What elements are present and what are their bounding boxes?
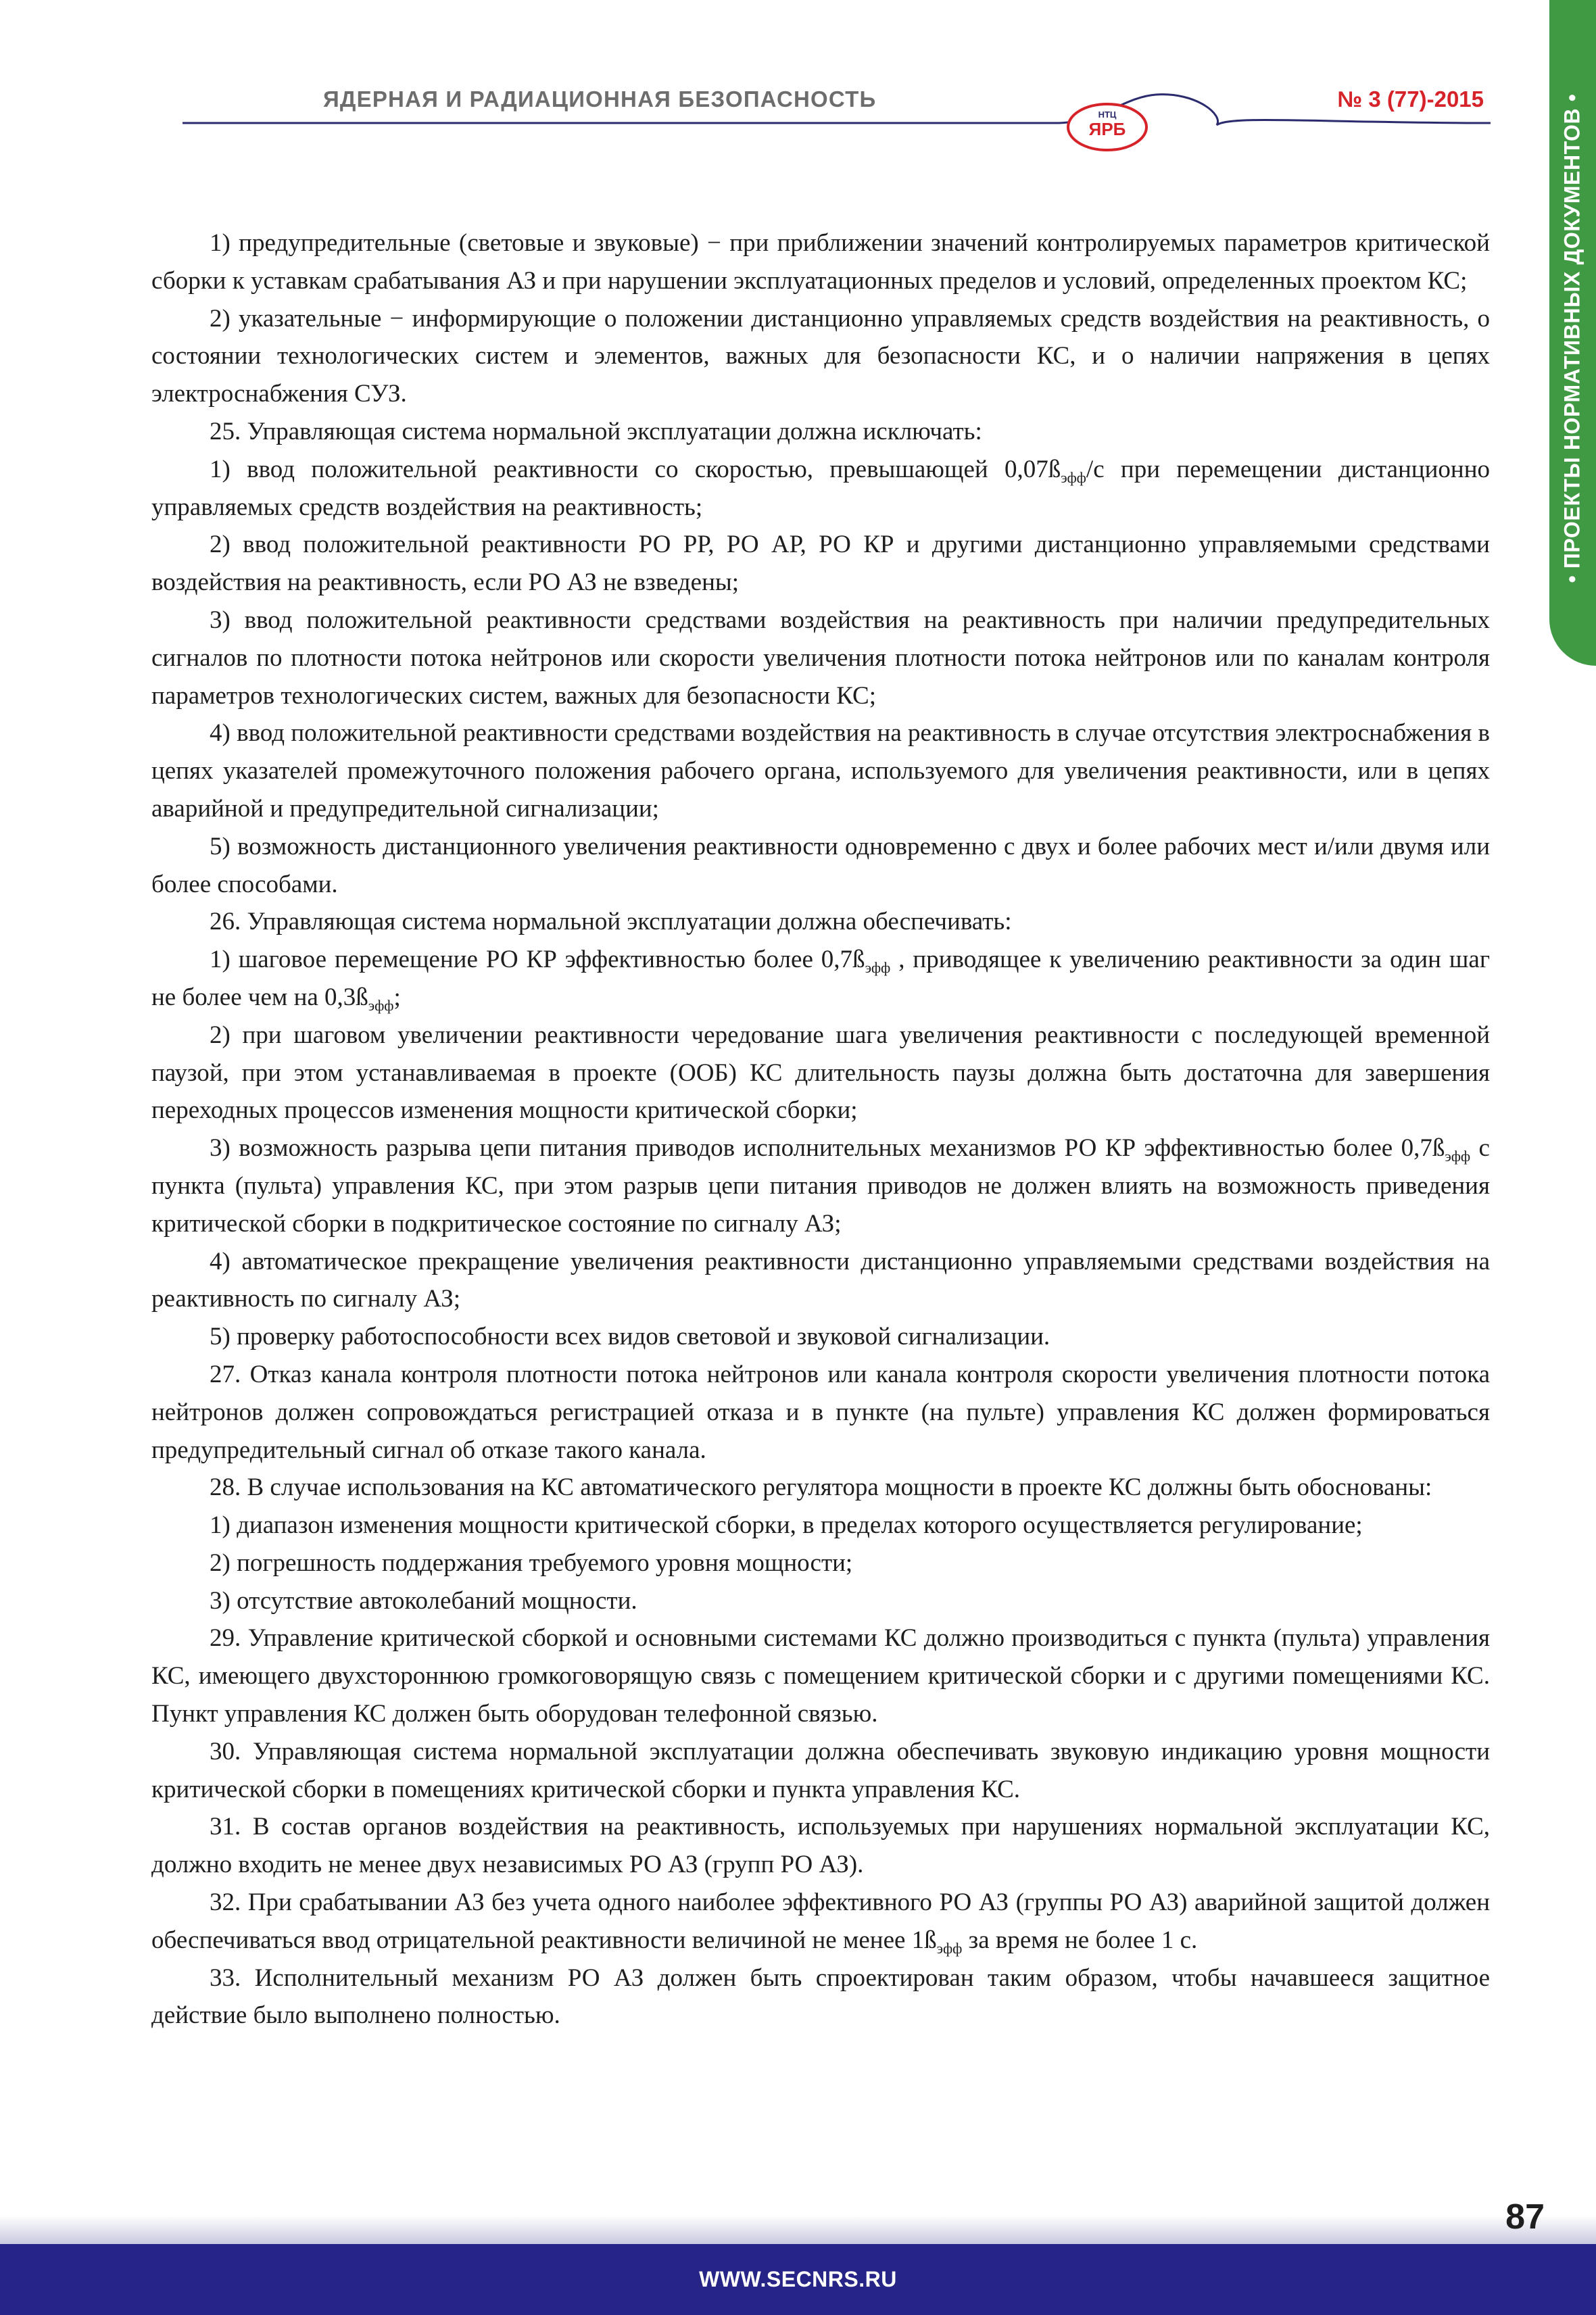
issue-number: № 3 (77)-2015 xyxy=(1337,87,1484,112)
logo-top-text: НТЦ xyxy=(1098,109,1117,120)
paragraph: 1) предупредительные (световые и звуковые) − при приближении значений контролируемых параметров критической сборки к уставкам срабатывания АЗ и при нарушении эксплуатационных пределов и условий, определенных проектом КС; xyxy=(151,229,1490,295)
paragraph: 33. Исполнительный механизм РО АЗ должен быть спроектирован таким образом, чтобы начавшееся защитное действие было выполнено полностью. xyxy=(151,1964,1490,2030)
section-side-tab-label: • ПРОЕКТЫ НОРМАТИВНЫХ ДОКУМЕНТОВ • xyxy=(1560,93,1585,583)
paragraph: 25. Управляющая система нормальной эксплуатации должна исключать: xyxy=(210,417,982,445)
paragraph: 32. При срабатывании АЗ без учета одного наиболее эффективного РО АЗ (группы РО АЗ) аварийной защитой должен обеспечиваться ввод отрицательной реактивности величиной не менее $1ß_{эфф}$ за время не более 1 с. xyxy=(151,1888,1490,1957)
paragraph: 2) указательные − информирующие о положении дистанционно управляемых средств воздействия на реактивность, о состоянии технологических систем и элементов, важных для безопасности КС, и о наличии напряжения в цепях электроснабжения СУЗ. xyxy=(151,304,1490,408)
paragraph: 5) проверку работоспособности всех видов световой и звуковой сигнализации. xyxy=(210,1323,1050,1351)
section-side-tab xyxy=(1549,0,1596,666)
paragraph: 30. Управляющая система нормальной эксплуатации должна обеспечивать звуковую индикацию уровня мощности критической сборки в помещениях критической сборки и пункта управления КС. xyxy=(151,1737,1490,1803)
paragraph: 26. Управляющая система нормальной эксплуатации должна обеспечивать: xyxy=(210,908,1012,936)
logo-main-text: ЯРБ xyxy=(1088,119,1126,139)
paragraph: 1) шаговое перемещение РО КР эффективностью более $0,7ß_{эфф}$ , приводящее к увеличению реактивности за один шаг не более чем на $0,3ß_{эфф}$; xyxy=(151,946,1490,1014)
paragraph: 2) ввод положительной реактивности РО РР, РО АР, РО КР и другими дистанционно управляемыми средствами воздействия на реактивность, если РО АЗ не взведены; xyxy=(151,531,1490,597)
paragraph: 1) диапазон изменения мощности критической сборки, в пределах которого осуществляется регулирование; xyxy=(210,1511,1363,1540)
document-body xyxy=(151,224,1490,2034)
footer-gradient xyxy=(0,2216,1596,2244)
paragraph: 3) возможность разрыва цепи питания приводов исполнительных механизмов РО КР эффективностью более $0,7ß_{эфф}$ с пункта (пульта) управления КС, при этом разрыв цепи питания приводов не должен влиять на возможность приведения критической сборки в подкритическое состояние по сигналу АЗ; xyxy=(151,1134,1490,1238)
paragraph: 4) автоматическое прекращение увеличения реактивности дистанционно управляемыми средствами воздействия на реактивность по сигналу АЗ; xyxy=(151,1247,1490,1313)
paragraph: 2) погрешность поддержания требуемого уровня мощности; xyxy=(210,1549,853,1577)
paragraph: 3) отсутствие автоколебаний мощности. xyxy=(210,1586,637,1615)
footer-url[interactable]: WWW.SECNRS.RU xyxy=(699,2267,897,2291)
paragraph: 29. Управление критической сборкой и основными системами КС должно производиться с пункта (пульта) управления КС, имеющего двухстороннюю громкоговорящую связь с помещением критической сборки и с другими помещениями КС. Пункт управления КС должен быть оборудован телефонной связью. xyxy=(151,1624,1490,1728)
paragraph: 27. Отказ канала контроля плотности потока нейтронов или канала контроля скорости увеличения плотности потока нейтронов должен сопровождаться регистрацией отказа и в пункте (на пульте) управления КС должен формироваться предупредительный сигнал об отказе такого канала. xyxy=(151,1360,1490,1464)
paragraph: 31. В состав органов воздействия на реактивность, используемых при нарушениях нормальной эксплуатации КС, должно входить не менее двух независимых РО АЗ (групп РО АЗ). xyxy=(151,1813,1490,1879)
footer-band xyxy=(0,2244,1596,2315)
paragraph: 28. В случае использования на КС автоматического регулятора мощности в проекте КС должны быть обоснованы: xyxy=(210,1473,1432,1502)
paragraph: 2) при шаговом увеличении реактивности чередование шага увеличения реактивности с последующей временной паузой, при этом устанавливаемая в проекте (ООБ) КС длительность паузы должна быть достаточна для завершения переходных процессов изменения мощности критической сборки; xyxy=(151,1021,1490,1125)
paragraph: 5) возможность дистанционного увеличения реактивности одновременно с двух и более рабочих мест и/или двумя или более способами. xyxy=(151,832,1490,898)
paragraph: 1) ввод положительной реактивности со скоростью, превышающей $0,07ß_{эфф}/с$ при перемещении дистанционно управляемых средств воздействия на реактивность; xyxy=(151,455,1490,521)
paragraph: 3) ввод положительной реактивности средствами воздействия на реактивность при наличии предупредительных сигналов по плотности потока нейтронов или скорости увеличения плотности потока нейтронов или по каналам контроля параметров технологических систем, важных для безопасности КС; xyxy=(151,606,1490,710)
page-number: 87 xyxy=(1505,2197,1545,2237)
paragraph: 4) ввод положительной реактивности средствами воздействия на реактивность в случае отсутствия электроснабжения в цепях указателей промежуточного положения рабочего органа, используемого для увеличения реактивности, или в цепях аварийной и предупредительной сигнализации; xyxy=(151,719,1490,823)
journal-title: ЯДЕРНАЯ И РАДИАЦИОННАЯ БЕЗОПАСНОСТЬ xyxy=(323,87,877,112)
